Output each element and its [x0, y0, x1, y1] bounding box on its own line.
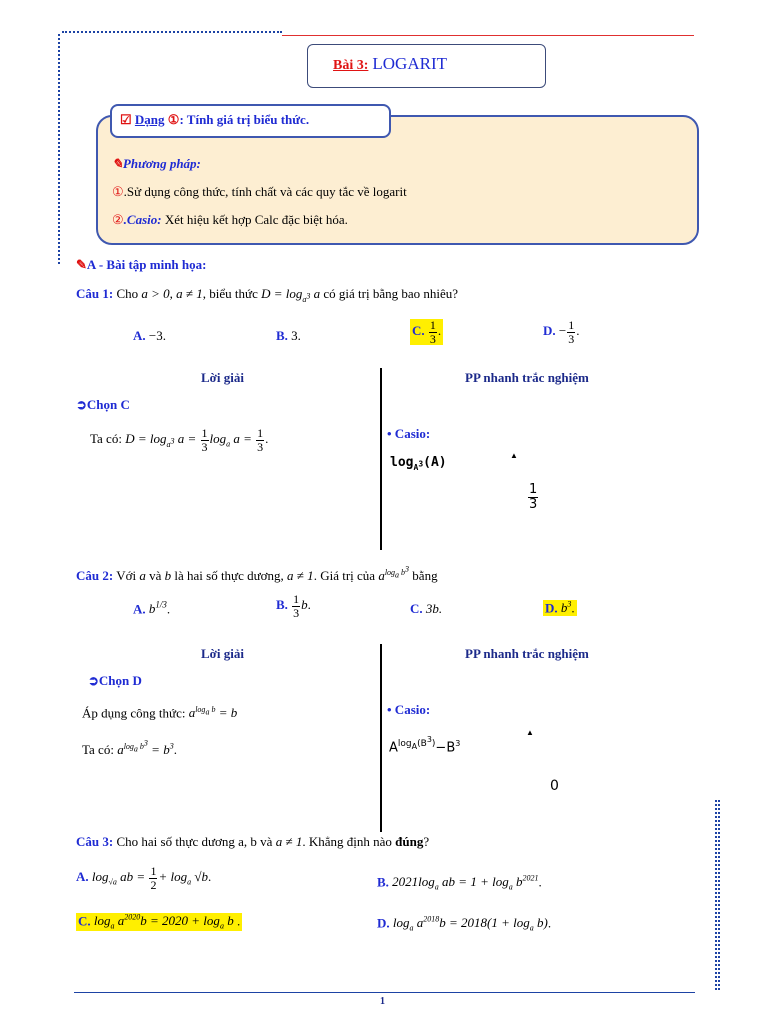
q3-a-label: A.	[76, 869, 89, 885]
left-border	[58, 34, 62, 264]
page-number: 1	[380, 996, 385, 1007]
sol2-casio: • Casio:	[387, 702, 431, 717]
method-heading-text: Phương pháp:	[122, 156, 201, 171]
dang-heading	[120, 112, 309, 128]
q1-d-frac	[567, 319, 575, 345]
q1-t1: Cho	[116, 286, 139, 301]
sol2-apply-text: Áp dụng công thức:	[82, 705, 186, 721]
q2-b-label: B.	[276, 597, 288, 613]
q1-d-num: 1	[568, 318, 575, 332]
method-heading	[112, 156, 201, 172]
item2-num: ②	[112, 212, 124, 227]
q1-d-prefix: −	[558, 323, 567, 339]
sol1-f2-den: 3	[257, 439, 264, 454]
q3-c-label: C.	[78, 913, 91, 929]
sol1-calc-input: $\log_{A^3}(A)$	[390, 455, 447, 472]
top-border-dotted	[62, 31, 282, 33]
q2-c-val: 3b.	[425, 601, 443, 616]
q1-c-num: 1	[429, 318, 436, 332]
sol1-f1-num: 1	[201, 426, 208, 440]
sol1-f1-den: 3	[201, 439, 208, 454]
sol1-res-num: 1	[529, 482, 538, 497]
q1-option-b[interactable]	[276, 328, 301, 344]
sol1-taco: Ta có:	[90, 431, 122, 447]
sol1-frac2	[256, 427, 264, 453]
q2-option-a[interactable]: A. $b^{1/3}$.	[133, 600, 171, 617]
title-prefix: Bài 3:	[333, 58, 369, 73]
q3-label: Câu 3:	[76, 834, 114, 849]
sol1-divider	[380, 368, 382, 550]
item1-text: .Sử dụng công thức, tính chất và các quy tắc về logarit	[123, 184, 407, 199]
sol2-calc-result: 0	[550, 778, 559, 794]
sol2-right-title: PP nhanh trắc nghiệm	[465, 646, 589, 661]
dang-num: ①	[167, 112, 180, 127]
q3-option-c[interactable]: C. $\log_a a^{2020}b = 2020 + \log_a b$ .	[78, 913, 241, 931]
q2-option-b[interactable]: B. $\frac{1}{3}$ b.	[276, 592, 311, 620]
sol1-calc-result	[527, 483, 539, 511]
q3-t2: . Khẳng định nào	[302, 834, 392, 849]
q1-d-label: D.	[543, 323, 556, 339]
q2-c-label: C.	[410, 601, 423, 616]
item1-num: ①	[112, 184, 124, 199]
q1-c-label: C.	[412, 323, 425, 339]
hand-icon: ✎	[76, 257, 87, 272]
sol1-choose-text: Chọn C	[86, 397, 130, 412]
q2-t2: và	[149, 567, 162, 583]
sol2-choose-text: Chọn D	[98, 673, 142, 688]
sol2-choose: ➲Chọn D	[88, 673, 142, 688]
calc-arrow-icon: ▲	[526, 728, 534, 737]
q1-cond: a > 0, a ≠ 1	[141, 286, 203, 301]
sol1-left-title: Lời giải	[201, 370, 244, 385]
q1-option-a[interactable]	[133, 328, 166, 344]
section-a-heading	[76, 257, 206, 273]
q3-b-label: B.	[377, 874, 389, 890]
sol2-divider	[380, 644, 382, 832]
hand-icon: ✎	[112, 156, 123, 171]
sol1-res-den: 3	[529, 496, 538, 512]
sol1-casio: • Casio:	[387, 426, 431, 441]
sol1-choose: ➲Chọn C	[76, 397, 130, 412]
q2-t4: . Giá trị của	[313, 567, 376, 583]
q1-c-frac	[429, 319, 437, 345]
q2-t5: bằng	[412, 567, 438, 583]
q3-option-d[interactable]: D. $\log_a a^{2018}b = 2018(1 + \log_a b)$.	[377, 915, 552, 933]
sol2-work: Ta có: $a^{log_a b^3} = b^3$.	[82, 738, 177, 757]
dang-text: : Tính giá trị biểu thức.	[179, 112, 310, 127]
q2-t3: là hai số thực dương,	[174, 567, 284, 583]
sol1-f2-num: 1	[257, 426, 264, 440]
q2-option-d[interactable]: D. $b^3$.	[545, 600, 575, 616]
q1-a-val: −3.	[148, 328, 166, 343]
q3-text: Câu 3: Cho hai số thực dương a, b và a ≠ 1. Khẳng định nào đúng?	[76, 834, 430, 849]
q2-d-label: D.	[545, 600, 558, 616]
q1-expr: $D = \log_{a^3} a$	[261, 286, 321, 304]
sol2-left-title: Lời giải	[201, 646, 244, 661]
sol2-apply: Áp dụng công thức: $a^{log_a b} = b$	[82, 705, 238, 721]
title-main: LOGARIT	[372, 54, 447, 73]
q1-c-den: 3	[429, 331, 436, 346]
q1-b-label: B.	[276, 328, 288, 343]
sol1-work: Ta có: $D = \log_{a^3} a$ = $\frac{1}{3}$ $\log_a a$ = $\frac{1}{3}$ .	[90, 426, 269, 454]
footer-line	[74, 992, 695, 993]
q1-expr-text: D = log	[261, 286, 303, 301]
sol1-right-title: PP nhanh trắc nghiệm	[465, 370, 589, 385]
q3-t1: Cho hai số thực dương a, b và	[116, 834, 273, 849]
sol1-frac1	[201, 427, 209, 453]
q2-b-num: 1	[293, 592, 300, 606]
sol2-taco: Ta có:	[82, 741, 114, 757]
method-item-1	[112, 184, 407, 200]
q2-label: Câu 2:	[76, 567, 114, 583]
right-border	[715, 800, 720, 990]
q1-text	[76, 286, 458, 304]
item2-label: .Casio:	[123, 212, 162, 227]
q2-b-den: 3	[293, 605, 300, 620]
q1-a-label: A.	[133, 328, 146, 343]
q3-option-b[interactable]: B. $2021\log_a$ ab = $1 + \log_a b^{2021}$.	[377, 874, 542, 892]
q1-b-val: 3.	[291, 328, 301, 343]
page-title	[333, 54, 447, 74]
section-a-text: A - Bài tập minh họa:	[86, 257, 207, 272]
item2-text: Xét hiệu kết hợp Calc đặc biệt hóa.	[164, 212, 348, 227]
q3-option-a[interactable]: A. $\log_{√a}$ ab = $\frac{1}{2}$ + $\log_a √b$.	[76, 864, 212, 892]
q1-label: Câu 1:	[76, 286, 114, 301]
q3-d-label: D.	[377, 915, 390, 931]
dang-label: Dạng	[134, 112, 165, 127]
q1-d-den: 3	[568, 331, 575, 346]
q3-a-num: 1	[150, 864, 157, 878]
q2-t1: Với	[116, 567, 137, 583]
q2-text: Câu 2: Với a và b là hai số thực dương, a ≠ 1. Giá trị của $a^{log_a b^3}$ bằng	[76, 564, 438, 583]
q3-end: ?	[423, 834, 430, 849]
method-item-2	[112, 212, 348, 228]
q1-t2: , biểu thức	[202, 286, 258, 301]
checkbox-icon: ☑	[120, 112, 132, 127]
q1-option-d[interactable]: D. − $\frac{1}{3}$ .	[543, 318, 580, 346]
q2-option-c[interactable]	[410, 601, 442, 617]
top-border-line	[282, 35, 694, 36]
q3-bold: đúng	[395, 834, 424, 849]
q1-option-c[interactable]: C. $\frac{1}{3}$ .	[412, 318, 442, 346]
q2-a-label: A.	[133, 601, 146, 617]
q1-t3: có giá trị bằng bao nhiêu?	[323, 286, 459, 301]
calc-arrow-icon: ▲	[510, 451, 518, 460]
sol2-calc-input: $A^{log_A(B^3)}-B^3$	[389, 735, 461, 756]
